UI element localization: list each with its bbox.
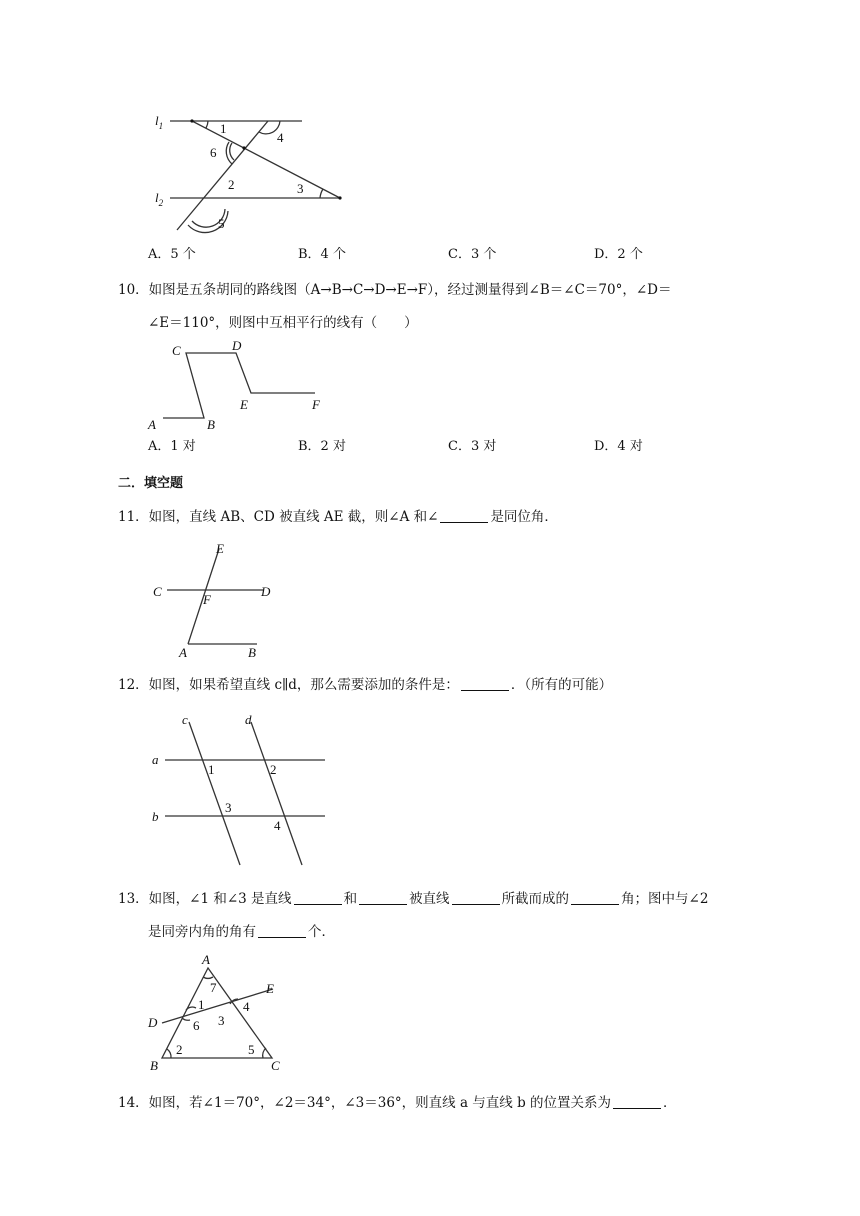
q12-label-b: b <box>152 809 159 824</box>
q13-angle-3: 3 <box>218 1013 225 1028</box>
q12-angle-3: 3 <box>225 800 232 815</box>
q10-option-a: A．1 对 <box>148 439 196 454</box>
q12-angle-1: 1 <box>208 762 215 777</box>
q13-blank-3[interactable] <box>452 890 500 905</box>
q13-line-1: 13．如图，∠1 和∠3 是直线 和 被直线 所截而成的 角；图中与∠2 <box>118 891 709 907</box>
q10-figure <box>140 338 340 433</box>
q9-figure <box>140 105 360 240</box>
q13-figure <box>140 952 290 1077</box>
q9-angle-1: 1 <box>220 121 227 136</box>
q10-option-c: C．3 对 <box>448 439 497 454</box>
q10-line-1: 10．如图是五条胡同的路线图（A→B→C→D→E→F），经过测量得到∠B＝∠C＝70°，∠D＝ <box>118 282 672 298</box>
q13-angle-5: 5 <box>248 1042 255 1057</box>
q10-label-a: A <box>148 417 156 432</box>
q10-option-b: B．2 对 <box>298 439 346 454</box>
q11-label-a: A <box>179 645 187 660</box>
q13-angle-1: 1 <box>198 997 205 1012</box>
q10-line-2: ∠E＝110°，则图中互相平行的线有（ ） <box>148 315 418 331</box>
q11-figure <box>145 537 285 662</box>
q12-label-d: d <box>245 712 252 727</box>
q9-angle-5: 5 <box>218 216 225 231</box>
q13-blank-1[interactable] <box>294 890 342 905</box>
q11-label-f: F <box>203 592 211 607</box>
q12-answer-blank[interactable] <box>461 676 509 691</box>
q11-question: 11．如图，直线 AB、CD 被直线 AE 截，则∠A 和∠ 是同位角． <box>118 509 558 525</box>
q13-blank-4[interactable] <box>571 890 619 905</box>
q10-label-c: C <box>172 343 181 358</box>
route-path <box>163 353 315 418</box>
q10-label-f: F <box>312 397 320 412</box>
q13-angle-7: 7 <box>210 980 217 995</box>
section-title: 二．填空题 <box>118 476 184 491</box>
line-d <box>251 722 302 865</box>
q9-option-c: C．3 个 <box>448 247 497 262</box>
q11-label-e: E <box>216 541 224 556</box>
q11-label-d: D <box>261 584 271 599</box>
q13-label-d: D <box>148 1015 158 1030</box>
q13-angle-6: 6 <box>193 1018 200 1033</box>
q14-answer-blank[interactable] <box>613 1094 661 1109</box>
q13-label-a: A <box>202 952 210 967</box>
q12-figure <box>145 708 335 873</box>
q9-angle-3: 3 <box>297 181 304 196</box>
q13-label-e: E <box>266 981 274 996</box>
q9-angle-4: 4 <box>277 130 284 145</box>
q10-label-d: D <box>232 338 242 353</box>
q9-angle-2: 2 <box>228 177 235 192</box>
q12-angle-2: 2 <box>270 762 277 777</box>
q13-label-b: B <box>150 1058 158 1073</box>
q9-option-a: A．5 个 <box>148 247 196 262</box>
q9-l1-label: $l_1$ <box>155 113 164 131</box>
q9-angle-6: 6 <box>210 145 217 160</box>
q10-label-e: E <box>240 397 248 412</box>
q12-question: 12．如图，如果希望直线 c∥d，那么需要添加的条件是： ．（所有的可能） <box>118 677 613 693</box>
q14-question: 14．如图，若∠1＝70°，∠2＝34°，∠3＝36°，则直线 a 与直线 b 的位置关系为 ． <box>118 1095 677 1111</box>
q12-angle-4: 4 <box>274 818 281 833</box>
q10-option-d: D．4 对 <box>594 439 643 454</box>
q11-label-b: B <box>248 645 256 660</box>
q13-angle-4: 4 <box>243 999 250 1014</box>
q13-blank-2[interactable] <box>359 890 407 905</box>
q11-answer-blank[interactable] <box>440 508 488 523</box>
q11-label-c: C <box>153 584 162 599</box>
q10-label-b: B <box>207 417 215 432</box>
q9-option-b: B．4 个 <box>298 247 346 262</box>
line-c <box>189 722 240 865</box>
q13-blank-5[interactable] <box>258 923 306 938</box>
q13-angle-2: 2 <box>176 1042 183 1057</box>
q13-line-2: 是同旁内角的角有 个． <box>148 924 335 940</box>
q9-l2-label: $l_2$ <box>155 190 164 208</box>
q12-label-a: a <box>152 752 159 767</box>
q12-label-c: c <box>182 712 188 727</box>
q9-option-d: D．2 个 <box>594 247 643 262</box>
q13-label-c: C <box>271 1058 280 1073</box>
